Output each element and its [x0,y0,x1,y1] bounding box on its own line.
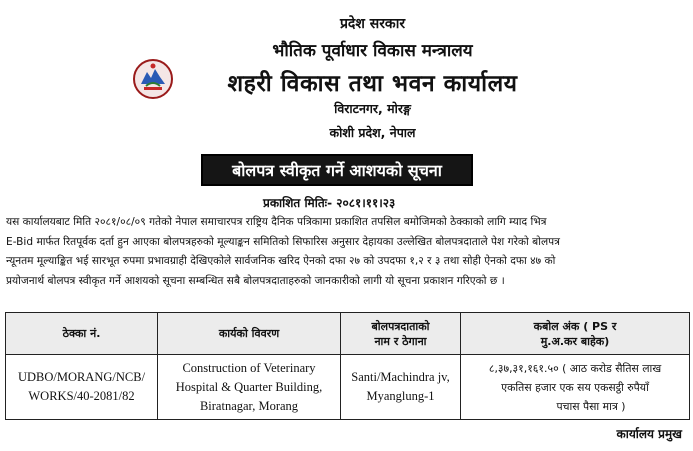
cell-contract-no: UDBO/MORANG/NCB/ WORKS/40-2081/82 [6,355,158,420]
published-date: प्रकाशित मितिः- २०८१।११।२३ [263,196,396,210]
office-province: कोशी प्रदेश, नेपाल [329,125,416,140]
table-row [6,355,690,420]
government-level: प्रदेश सरकार [339,16,406,32]
notice-title: बोलपत्र स्वीकृत गर्ने आशयको सूचना [201,154,473,186]
office-chief-signoff: कार्यालय प्रमुख [616,427,682,441]
cell-work-description: Construction of Veterinary Hospital & Quarter Building, Biratnagar, Morang [158,355,341,420]
header-bid-amount: कबोल अंक ( PS र मु.अ.कर बाहेक) [461,313,690,355]
office-name: शहरी विकास तथा भवन कार्यालय [227,71,518,97]
body-line: प्रयोजनार्थ बोलपत्र स्वीकृत गर्ने आशयको सूचना सम्बन्धित सबै बोलपत्रदाताहरुको जानकारीको लागी यो सूचना प्रकाशन गरिएको छ । [6,274,505,287]
body-line: न्यूनतम मूल्याङ्कित भई सारभूत रुपमा प्रभावग्राही देखिएकोले सार्वजनिक खरिद ऐनको दफा २७ को उपदफा १,२ र ३ तथा सोही ऐनको दफा ४७ को [6,255,556,267]
body-line: E-Bid मार्फत रितपूर्वक दर्ता हुन आएका बोलपत्रहरुको मूल्याङ्कन समितिको सिफारिस अनुसार देहायका उल्लेखित बोलपत्रदाताले पेश गरेको बोलपत्र [6,235,561,248]
cell-bidder: Santi/Machindra jv, Myanglung-1 [341,355,461,420]
award-table [5,312,690,420]
header-work-description: कार्यको विवरण [158,313,341,355]
table-header-row [6,313,690,355]
header-bidder: बोलपत्रदाताको नाम र ठेगाना [341,313,461,355]
cell-bid-amount: ८,३७,३१,१६१.५० ( आठ करोड सैतिस लाख एकतिस हजार एक सय एकसट्ठी रुपैयाँ पचास पैसा मात्र ) [461,355,690,420]
header-contract-no: ठेक्का नं. [6,313,158,355]
office-city: विराटनगर, मोरङ्ग [334,101,411,116]
ministry-name: भौतिक पूर्वाधार विकास मन्त्रालय [272,41,473,61]
notice-body [6,213,689,291]
body-line: यस कार्यालयबाट मिति २०८१/०८/०९ गतेको नेपाल समाचारपत्र राष्ट्रिय दैनिक पत्रिकामा प्रकाशित तपसिल बमोजिमको ठेक्काको लागि म्याद भित्र [6,216,547,228]
